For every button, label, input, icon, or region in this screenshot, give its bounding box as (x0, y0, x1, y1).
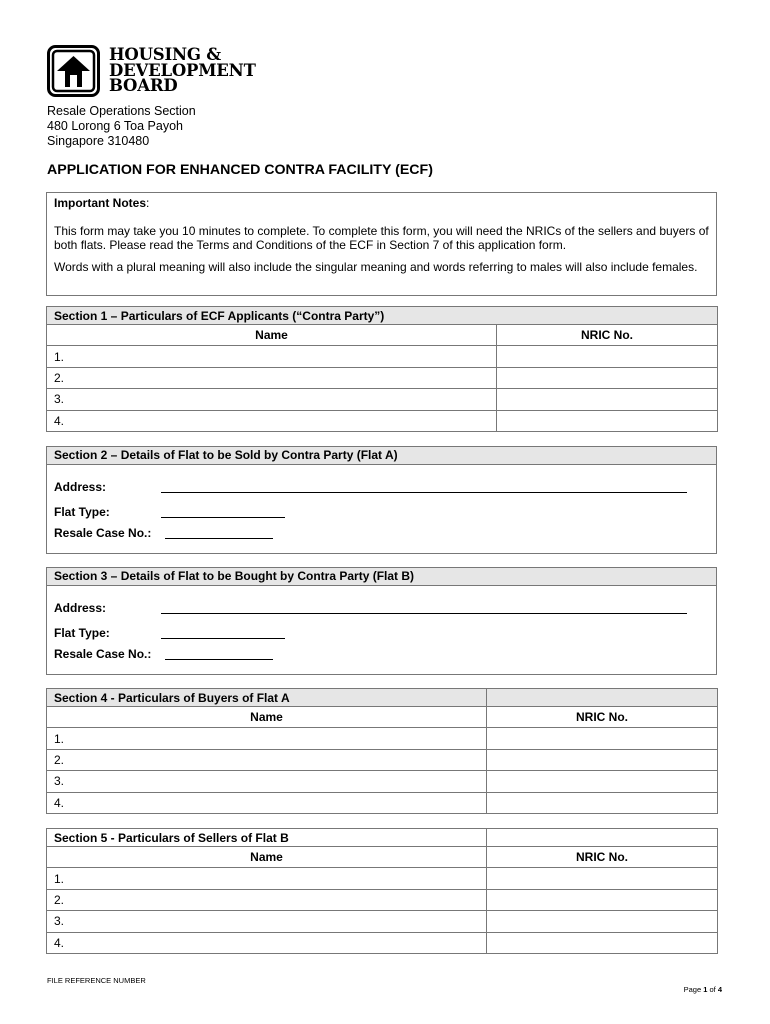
name-cell[interactable]: 3. (47, 911, 487, 932)
office-address (47, 104, 196, 149)
flat-type-input[interactable] (161, 517, 285, 518)
name-cell[interactable]: 2. (47, 889, 487, 910)
table-row (47, 749, 718, 770)
table-row (47, 889, 718, 910)
nric-cell[interactable] (487, 868, 718, 889)
nric-cell[interactable] (487, 911, 718, 932)
form-title: APPLICATION FOR ENHANCED CONTRA FACILITY (ECF) (47, 162, 433, 178)
section-3-title: Section 3 – Details of Flat to be Bought by Contra Party (Flat B) (47, 568, 716, 586)
house-logo-icon (47, 45, 100, 97)
name-cell[interactable]: 3. (47, 771, 487, 792)
nric-cell[interactable] (497, 389, 718, 410)
notes-paragraph-2: Words with a plural meaning will also include the singular meaning and words referring to males will also include females. (54, 260, 698, 274)
col-name-header: Name (47, 847, 487, 868)
table-row (47, 367, 718, 388)
address-line-2: 480 Lorong 6 Toa Payoh (47, 119, 183, 133)
table-row (47, 932, 718, 953)
flat-type-label: Flat Type: (54, 626, 110, 640)
col-nric-header: NRIC No. (497, 325, 718, 346)
table-row (47, 911, 718, 932)
address-label: Address: (54, 601, 107, 615)
nric-cell[interactable] (497, 367, 718, 388)
address-label: Address: (54, 480, 107, 494)
section-2-title: Section 2 – Details of Flat to be Sold by Contra Party (Flat A) (47, 447, 716, 465)
name-cell[interactable]: 1. (47, 868, 487, 889)
notes-heading: Important Notes: (54, 196, 150, 210)
resale-case-label: Resale Case No.: (54, 647, 152, 661)
resale-case-input[interactable] (165, 538, 273, 539)
col-nric-header: NRIC No. (487, 707, 718, 728)
table-row (47, 868, 718, 889)
name-cell[interactable]: 3. (47, 389, 497, 410)
address-line-1: Resale Operations Section (47, 104, 196, 118)
nric-cell[interactable] (497, 346, 718, 367)
nric-cell[interactable] (487, 889, 718, 910)
nric-cell[interactable] (487, 749, 718, 770)
section-2 (46, 446, 717, 554)
address-input[interactable] (161, 492, 687, 493)
resale-case-label: Resale Case No.: (54, 526, 152, 540)
col-name-header: Name (47, 707, 487, 728)
section-5-title: Section 5 - Particulars of Sellers of Flat B (47, 829, 487, 847)
section-4-title: Section 4 - Particulars of Buyers of Flat A (47, 689, 487, 707)
section-1-table (46, 306, 718, 432)
notes-paragraph-1: This form may take you 10 minutes to complete. To complete this form, you will need the NRICs of the sellers and buyers of both flats. Please read the Terms and Conditions of the ECF in Section 7 of this application form. (54, 224, 709, 252)
name-cell[interactable]: 4. (47, 932, 487, 953)
section-4-table (46, 688, 718, 814)
section-3 (46, 567, 717, 675)
table-row (47, 728, 718, 749)
name-cell[interactable]: 2. (47, 749, 487, 770)
address-line-3: Singapore 310480 (47, 134, 150, 148)
table-row (47, 410, 718, 431)
section-1-title: Section 1 – Particulars of ECF Applicants (“Contra Party”) (47, 307, 718, 325)
col-nric-header: NRIC No. (487, 847, 718, 868)
hdb-logo (47, 45, 277, 97)
address-input[interactable] (161, 613, 687, 614)
name-cell[interactable]: 4. (47, 410, 497, 431)
org-name: HOUSING & DEVELOPMENT BOARD (109, 45, 256, 95)
nric-cell[interactable] (497, 410, 718, 431)
nric-cell[interactable] (487, 932, 718, 953)
page-number: Page 1 of 4 (683, 985, 722, 994)
important-notes (46, 192, 717, 296)
table-row (47, 346, 718, 367)
name-cell[interactable]: 1. (47, 346, 497, 367)
resale-case-input[interactable] (165, 659, 273, 660)
table-row (47, 389, 718, 410)
nric-cell[interactable] (487, 792, 718, 813)
section-5-table (46, 828, 718, 954)
name-cell[interactable]: 4. (47, 792, 487, 813)
nric-cell[interactable] (487, 728, 718, 749)
table-row (47, 792, 718, 813)
nric-cell[interactable] (487, 771, 718, 792)
file-reference-label: FILE REFERENCE NUMBER (47, 976, 146, 985)
name-cell[interactable]: 2. (47, 367, 497, 388)
name-cell[interactable]: 1. (47, 728, 487, 749)
col-name-header: Name (47, 325, 497, 346)
flat-type-label: Flat Type: (54, 505, 110, 519)
flat-type-input[interactable] (161, 638, 285, 639)
table-row (47, 771, 718, 792)
